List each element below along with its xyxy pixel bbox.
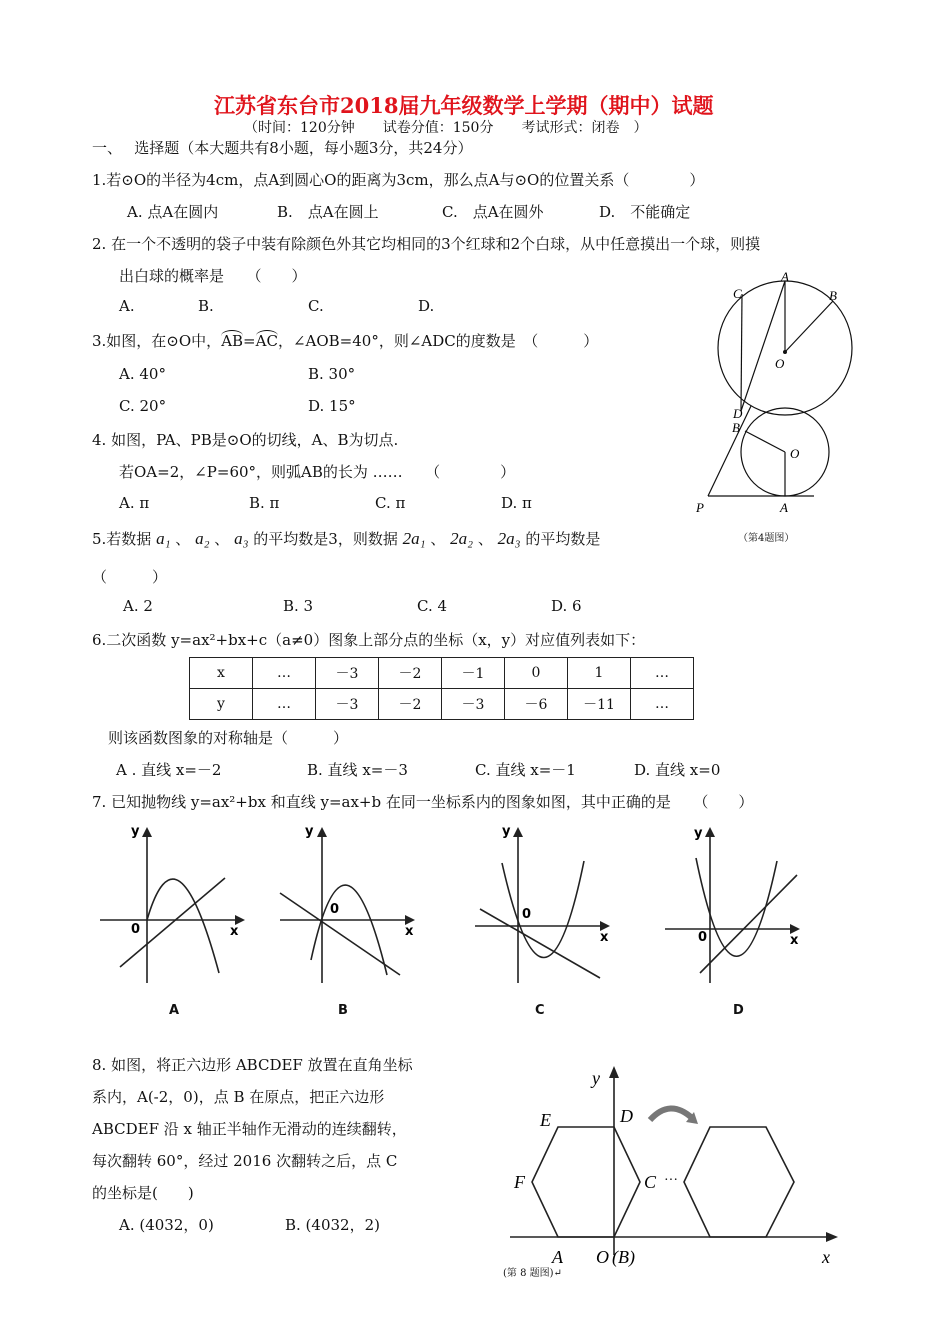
- q4-radius-ob: [745, 431, 785, 452]
- q3-segment-ad: [741, 281, 785, 411]
- q4-label-a: A: [780, 500, 788, 515]
- table-cell: …: [253, 658, 316, 689]
- q5-sep-2: 、: [214, 530, 230, 548]
- q3-arc-ac: AC: [255, 332, 278, 350]
- q5-option-d: D. 6: [551, 597, 582, 615]
- q8-label-dots: ···: [664, 1173, 678, 1188]
- x-axis-label: x: [790, 933, 799, 948]
- q5-option-b: B. 3: [283, 597, 314, 615]
- q8-option-b: B. (4032，2): [285, 1216, 380, 1234]
- table-cell: －1: [442, 658, 505, 689]
- q8-stem-line3: ABCDEF 沿 x 轴正半轴作无滑动的连续翻转，: [92, 1120, 407, 1138]
- q3-suffix: ，∠AOB=40°，则∠ADC的度数是 （ ）: [277, 332, 599, 350]
- x-axis-label: x: [405, 924, 414, 939]
- q8-label-y: y: [592, 1068, 600, 1088]
- q7-choice-b-label: B: [338, 1003, 348, 1018]
- q5-b1: 2a₁: [402, 529, 426, 548]
- q8-stem-line2: 系内，A(-2，0)，点 B 在原点，把正六边形: [92, 1088, 385, 1106]
- q8-label-a: A: [552, 1247, 563, 1267]
- table-cell: －11: [568, 689, 631, 720]
- q6-option-a: A . 直线 x=－2: [116, 761, 222, 779]
- q4-tangent-pb: [708, 406, 751, 496]
- q8-label-e: E: [540, 1110, 551, 1130]
- q5-sep-4: 、: [477, 530, 493, 548]
- q7-graph-d: [660, 823, 820, 983]
- table-cell: －3: [316, 689, 379, 720]
- q3-segment-ob: [785, 301, 833, 352]
- table-cell: －2: [379, 658, 442, 689]
- q8-option-a: A. (4032，0): [119, 1216, 214, 1234]
- table-cell: －3: [442, 689, 505, 720]
- page-title: 江苏省东台市2018届九年级数学上学期（期中）试题: [214, 93, 714, 118]
- q3-prefix: 3.如图，在⊙O中，: [92, 332, 222, 350]
- q5-answer-paren: （ ）: [92, 568, 168, 586]
- q8-stem-line4: 每次翻转 60°，经过 2016 次翻转之后，点 C: [92, 1152, 398, 1170]
- q2-option-d: D.: [418, 297, 435, 315]
- q8-stem-line1: 8. 如图，将正六边形 ABCDEF 放置在直角坐标: [92, 1056, 413, 1074]
- q7-stem: 7. 已知抛物线 y=ax²+bx 和直线 y=ax+b 在同一坐标系内的图象如图，其中正确的是 （ ）: [92, 793, 754, 811]
- line: [280, 893, 400, 975]
- q3-equals: =: [243, 332, 256, 350]
- q5-a3: a₃: [234, 529, 249, 548]
- line: [700, 875, 797, 973]
- x-axis-label: x: [230, 924, 239, 939]
- table-cell: y: [190, 689, 253, 720]
- table-cell: x: [190, 658, 253, 689]
- q1-option-a: A. 点A在圆内: [127, 203, 219, 221]
- origin-label: 0: [330, 902, 340, 917]
- y-axis-label: y: [305, 824, 314, 839]
- origin-label: 0: [522, 907, 532, 922]
- q4-label-b: B: [732, 420, 740, 435]
- table-cell: …: [631, 658, 694, 689]
- q2-stem-line1: 2. 在一个不透明的袋子中装有除颜色外其它均相同的3个红球和2个白球，从中任意摸出一个球，则摸: [92, 235, 761, 253]
- q6-option-c: C. 直线 x=－1: [475, 761, 576, 779]
- table-cell: －6: [505, 689, 568, 720]
- q1-option-c: C. 点A在圆外: [442, 203, 544, 221]
- table-cell: －3: [316, 658, 379, 689]
- table-row: [190, 689, 694, 720]
- x-axis-arrow-icon: [826, 1232, 838, 1242]
- y-axis-label: y: [502, 824, 511, 839]
- q4-stem-line2: 若OA=2，∠P=60°，则弧AB的长为 …… （ ）: [119, 463, 516, 481]
- exam-info: （时间：120分钟 试卷分值：150分 考试形式：闭卷 ）: [244, 120, 648, 136]
- q8-label-f: F: [514, 1172, 525, 1192]
- q5-b2: 2a₂: [450, 529, 474, 548]
- q4-option-a: A. π: [119, 494, 150, 512]
- q3-label-a: A: [781, 269, 789, 284]
- q3-option-a: A. 40°: [119, 365, 166, 383]
- origin-label: 0: [131, 922, 141, 937]
- q7-graph-a: [95, 823, 255, 983]
- q3-label-o: O: [775, 356, 785, 371]
- q7-graph-b: [275, 823, 435, 983]
- q4-option-c: C. π: [375, 494, 406, 512]
- q8-label-o: O: [596, 1247, 609, 1267]
- y-axis-arrow-icon: [142, 827, 152, 837]
- q8-label-d: D: [620, 1106, 633, 1126]
- q6-option-d: D. 直线 x=0: [634, 761, 721, 779]
- q8-caption: (第 8 题图)↵: [503, 1268, 562, 1279]
- q1-option-d: D. 不能确定: [599, 203, 691, 221]
- table-cell: 0: [505, 658, 568, 689]
- table-cell: …: [631, 689, 694, 720]
- q7-choice-c-label: C: [535, 1003, 545, 1018]
- q5-option-c: C. 4: [417, 597, 448, 615]
- q8-label-c: C: [644, 1172, 657, 1192]
- parabola: [502, 861, 584, 958]
- q2-option-b: B.: [198, 297, 214, 315]
- q3-label-c: C: [733, 286, 742, 301]
- q3-stem: [92, 330, 598, 351]
- q3-label-d: D: [733, 406, 743, 421]
- q4-option-b: B. π: [249, 494, 280, 512]
- q5-text-3: 的平均数是: [525, 530, 601, 548]
- q5-stem: [92, 528, 600, 549]
- q8-label-b: (B): [612, 1247, 635, 1267]
- q4-label-p: P: [696, 500, 704, 515]
- q7-choice-a-label: A: [169, 1003, 180, 1018]
- q3-option-c: C. 20°: [119, 397, 167, 415]
- y-axis-label: y: [131, 824, 140, 839]
- x-axis-label: x: [600, 930, 609, 945]
- section-heading: 一、 选择题（本大题共有8小题，每小题3分，共24分）: [92, 139, 473, 157]
- q4-stem-line1: 4. 如图，PA、PB是⊙O的切线，A、B为切点.: [92, 431, 399, 449]
- q4-label-o: O: [790, 446, 800, 461]
- q3-option-b: B. 30°: [308, 365, 356, 383]
- table-cell: 1: [568, 658, 631, 689]
- q6-value-table: [189, 657, 694, 720]
- q5-sep-3: 、: [430, 530, 446, 548]
- y-axis-arrow-icon: [705, 827, 715, 837]
- y-axis-arrow-icon: [317, 827, 327, 837]
- q6-stem: 6.二次函数 y=ax²+bx+c（a≠0）图象上部分点的坐标（x，y）对应值列表如下：: [92, 631, 646, 649]
- q5-text-2: 的平均数是3，则数据: [253, 530, 398, 548]
- table-row: [190, 658, 694, 689]
- q4-tangent-figure: [688, 404, 848, 522]
- q1-option-b: B. 点A在圆上: [277, 203, 379, 221]
- y-axis-label: y: [694, 826, 703, 841]
- hexagon-abcdef: [532, 1127, 640, 1237]
- q2-option-c: C.: [308, 297, 324, 315]
- q7-choice-d-label: D: [733, 1003, 744, 1018]
- q1-stem: 1.若⊙O的半径为4cm，点A到圆心O的距离为3cm，那么点A与⊙O的位置关系（ ）: [92, 171, 705, 189]
- hexagon-rolled: [684, 1127, 794, 1237]
- y-axis-arrow-icon: [513, 827, 523, 837]
- table-cell: －2: [379, 689, 442, 720]
- q3-center-dot: [783, 350, 787, 354]
- q4-option-d: D. π: [501, 494, 532, 512]
- q5-a1: a₁: [156, 529, 171, 548]
- q4-caption: （第4题图）: [738, 533, 795, 544]
- origin-label: 0: [698, 930, 708, 945]
- q3-arc-ab: AB: [221, 332, 244, 350]
- q8-stem-line5: 的坐标是( ): [92, 1184, 194, 1202]
- q3-label-b: B: [829, 288, 837, 303]
- q5-text-1: 5.若数据: [92, 530, 152, 548]
- q7-graph-c: [470, 823, 630, 983]
- table-cell: …: [253, 689, 316, 720]
- q5-b3: 2a₃: [497, 529, 521, 548]
- q3-option-d: D. 15°: [308, 397, 356, 415]
- line: [480, 909, 600, 978]
- q2-option-a: A.: [119, 297, 135, 315]
- q8-label-x: x: [822, 1247, 830, 1267]
- q5-option-a: A. 2: [123, 597, 153, 615]
- rotation-arrow-icon: [650, 1108, 692, 1120]
- q3-segment-dc: [741, 294, 742, 411]
- q2-stem-line2: 出白球的概率是 （ ）: [119, 267, 307, 285]
- q5-a2: a₂: [195, 529, 210, 548]
- q6-after-text: 则该函数图象的对称轴是（ ）: [108, 729, 349, 747]
- q5-sep-1: 、: [175, 530, 191, 548]
- y-axis-arrow-icon: [609, 1066, 619, 1078]
- q6-option-b: B. 直线 x=－3: [307, 761, 408, 779]
- q8-hexagon-figure: [500, 1060, 850, 1280]
